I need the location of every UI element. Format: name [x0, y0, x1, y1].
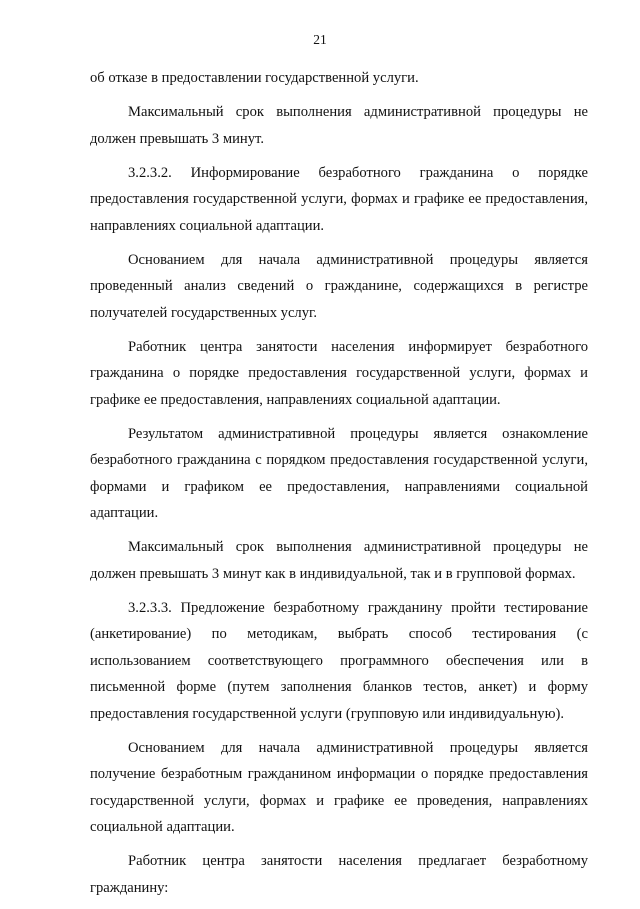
paragraph-basis-1: Основанием для начала административной процедуры является проведенный анализ сведений о гражданине, содержащихся в регистре получателей государственных услуг. [90, 251, 588, 321]
paragraph-worker-informs: Работник центра занятости населения информирует безработного гражданина о порядке предоставления государственной услуги, формах и графике ее предоставления, направлениях социальной адаптации. [90, 338, 588, 408]
document-body [90, 65, 588, 909]
paragraph-result: Результатом административной процедуры является ознакомление безработного гражданина с порядком предоставления государственной услуги, формами и графиком ее предоставления, направлениями социальной адаптации. [90, 425, 588, 521]
paragraph-basis-2: Основанием для начала административной процедуры является получение безработным гражданином информации о порядке предоставления государственной услуги, формах и графике ее проведения, направлениях социальной адаптации. [90, 739, 588, 835]
paragraph-section-3-2-3-2: 3.2.3.2. Информирование безработного гражданина о порядке предоставления государственной услуги, формах и графике ее предоставления, направлениях социальной адаптации. [90, 164, 588, 234]
paragraph-section-3-2-3-3: 3.2.3.3. Предложение безработному гражданину пройти тестирование (анкетирование) по методикам, выбрать способ тестирования (с использованием соответствующего программного обеспечения или в письменной форме (путем заполнения бланков тестов, анкет) и форму предоставления государственной услуги (групповую или индивидуальную). [90, 599, 588, 722]
paragraph-max-time-2: Максимальный срок выполнения административной процедуры не должен превышать 3 минут как в индивидуальной, так и в групповой формах. [90, 539, 588, 582]
paragraph-max-time-1: Максимальный срок выполнения административной процедуры не должен превышать 3 минут. [90, 104, 588, 147]
paragraph-worker-offers: Работник центра занятости населения предлагает безработному гражданину: [90, 853, 588, 896]
page-number: 21 [313, 32, 327, 47]
paragraph-continuation: об отказе в предоставлении государственной услуги. [90, 70, 419, 86]
